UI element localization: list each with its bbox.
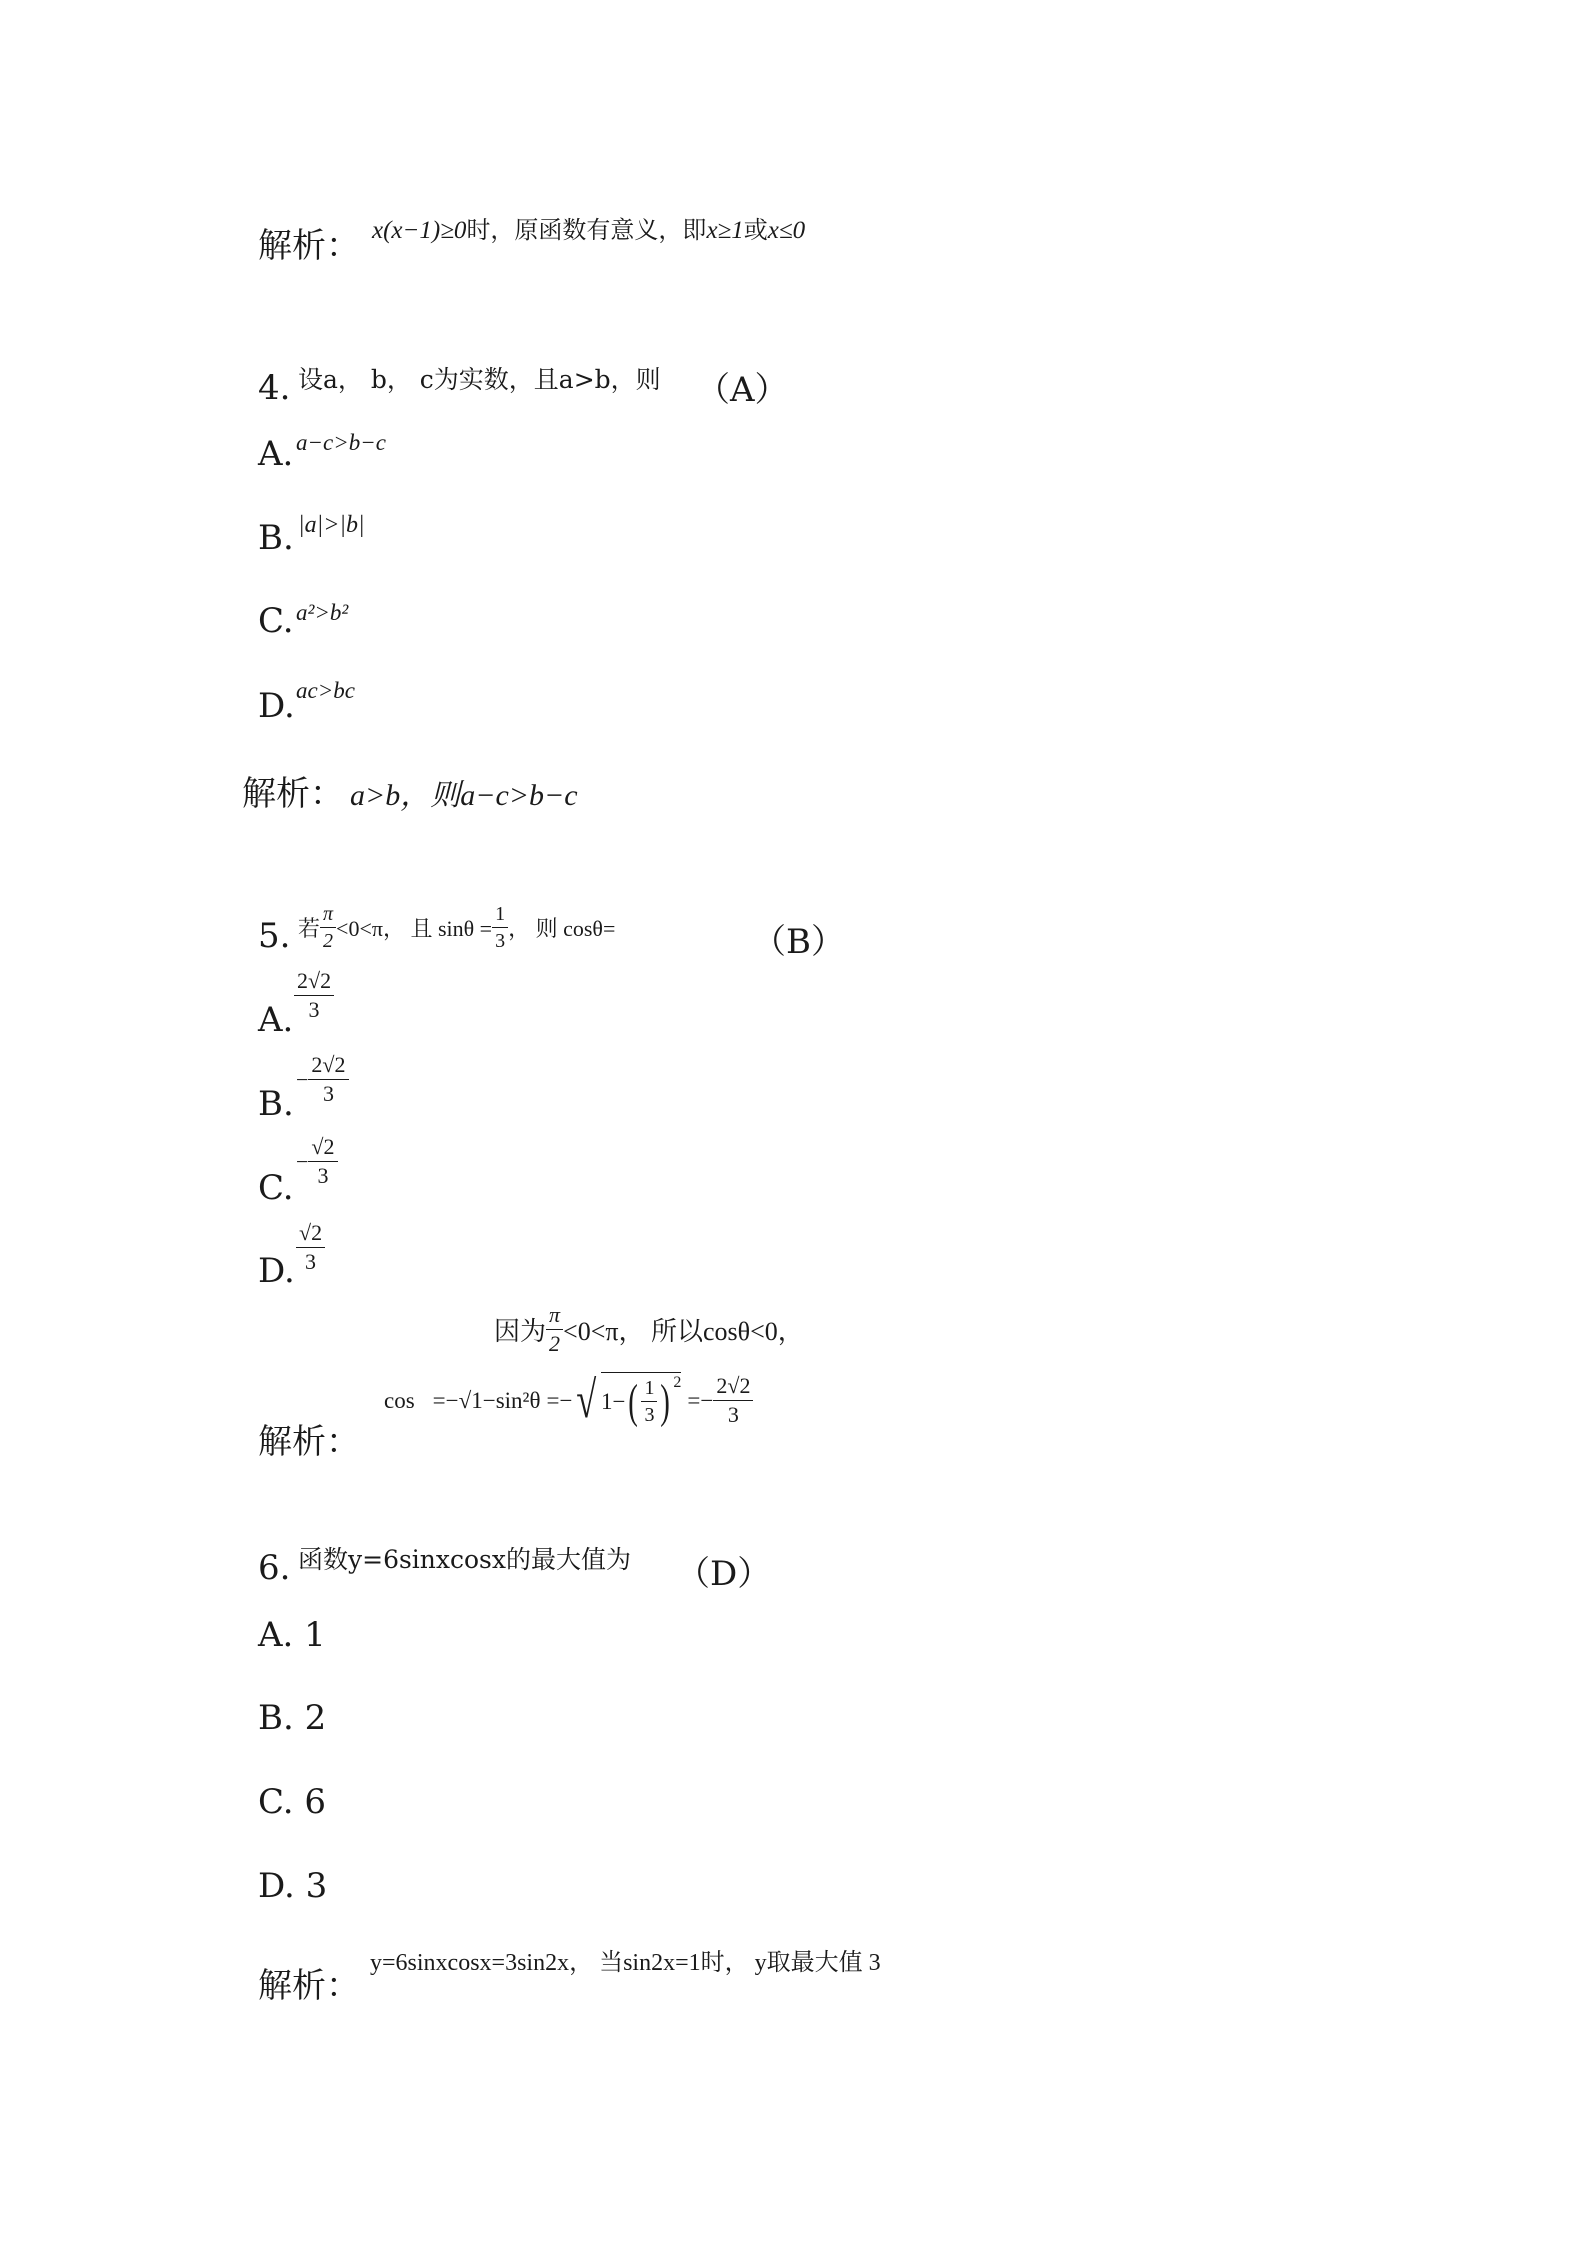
q5-option-d-letter: D. xyxy=(258,1251,295,1291)
q5-analysis-label: 解析： xyxy=(258,1422,360,1462)
q5-analysis-rparen: ) xyxy=(660,1375,671,1428)
q6-option-a: A. 1 xyxy=(258,1615,326,1655)
q5-stem-frac13-num: 1 xyxy=(492,904,508,928)
q5-option-c-value xyxy=(296,1136,338,1187)
q5-stem-pre: 若 xyxy=(298,917,321,942)
q4-option-b-expr: |a|>|b| xyxy=(298,512,365,538)
q4-option-a-letter: A. xyxy=(258,434,294,474)
q6-number: 6. xyxy=(258,1548,291,1588)
q5-analysis-frac xyxy=(546,1304,563,1355)
q5-option-d-num: √2 xyxy=(296,1222,325,1248)
q5-option-d-den: 3 xyxy=(305,1249,317,1274)
q5-analysis-eq2: =− xyxy=(546,1387,573,1413)
q5-analysis-line2 xyxy=(384,1372,753,1429)
q5-option-c-letter: C. xyxy=(258,1168,294,1208)
q5-option-a-num: 2√2 xyxy=(294,970,334,996)
q5-analysis-sqrt-sign: √ xyxy=(576,1371,597,1429)
q5-stem-post: ， 则 cosθ= xyxy=(508,916,616,941)
q4-answer: （A） xyxy=(696,370,789,410)
q6-analysis: y=6sinxcosx=3sin2x， 当sin2x=1时， y取最大值 3 xyxy=(370,1950,881,1976)
q4-stem: 设a， b， c为实数，且a>b，则 xyxy=(298,365,661,394)
q5-number: 5. xyxy=(258,916,291,956)
q5-option-d-frac xyxy=(296,1222,325,1273)
q3-analysis-label: 解析： xyxy=(258,226,360,266)
q4-option-c-expr: a²>b² xyxy=(296,600,349,625)
q5-stem-frac-den: 2 xyxy=(323,930,334,952)
q5-stem-frac-pi2 xyxy=(320,904,336,951)
q5-option-b-num: 2√2 xyxy=(308,1054,348,1080)
q5-analysis-sqrt-body xyxy=(601,1372,681,1429)
q5-stem-mid: <0<π， 且 sinθ = xyxy=(336,916,493,941)
q5-analysis-one-minus: 1− xyxy=(600,1388,626,1414)
q5-analysis-exp: 2 xyxy=(673,1374,682,1391)
q4-option-d-letter: D. xyxy=(258,686,295,726)
q3-analysis-text: 时，原函数有意义，即 xyxy=(466,216,707,244)
q6-analysis-label: 解析： xyxy=(258,1966,360,2006)
q4-option-b-letter: B. xyxy=(258,518,294,558)
q5-option-c-den: 3 xyxy=(317,1163,329,1188)
q5-analysis-result-num: 2√2 xyxy=(713,1375,753,1401)
q5-stem xyxy=(298,904,615,951)
q4-analysis: a>b，则a−c>b−c xyxy=(350,779,578,812)
q5-analysis-cos: cos xyxy=(384,1387,415,1413)
q3-analysis-or: 或 xyxy=(743,216,768,244)
q6-stem: 函数y=6sinxcosx的最大值为 xyxy=(298,1545,631,1574)
q5-analysis-eq1: =−√1−sin²θ xyxy=(432,1387,541,1413)
q6-option-b: B. 2 xyxy=(258,1698,327,1738)
q5-option-b-frac xyxy=(308,1054,348,1105)
q5-option-c-sign: − xyxy=(296,1148,309,1174)
q5-analysis-inner-frac xyxy=(641,1378,657,1425)
q4-option-c-letter: C. xyxy=(258,601,294,641)
q5-option-a-den: 3 xyxy=(308,997,320,1022)
q5-option-d-value xyxy=(296,1222,325,1273)
q3-analysis-math xyxy=(372,210,805,245)
q5-analysis-inner-num: 1 xyxy=(641,1378,657,1402)
q4-analysis-label: 解析： xyxy=(242,774,344,814)
q5-option-c-frac xyxy=(308,1136,337,1187)
q5-option-b-den: 3 xyxy=(322,1081,334,1106)
q5-option-a-frac xyxy=(294,970,334,1021)
q5-analysis-line1 xyxy=(494,1304,804,1355)
q5-analysis-line1-pre: 因为 xyxy=(494,1317,547,1347)
q5-option-c-num: √2 xyxy=(308,1136,337,1162)
q5-analysis-result-den: 3 xyxy=(727,1402,739,1427)
q5-option-a-value xyxy=(294,970,334,1021)
q5-stem-frac-13 xyxy=(492,904,508,951)
q5-analysis-lparen: ( xyxy=(628,1375,639,1428)
q4-option-d-expr: ac>bc xyxy=(296,678,355,703)
q5-option-b-sign: − xyxy=(296,1066,309,1092)
q4-option-a-expr: a−c>b−c xyxy=(296,430,386,455)
q5-analysis-frac-den: 2 xyxy=(549,1331,561,1356)
q6-option-c: C. 6 xyxy=(258,1782,327,1822)
q5-analysis-eq3: =− xyxy=(687,1387,714,1413)
q6-answer: （D） xyxy=(676,1554,772,1594)
q3-analysis-prefix: x(x−1)≥0 xyxy=(372,217,467,244)
q5-option-a-letter: A. xyxy=(258,1000,294,1040)
q5-answer: （B） xyxy=(752,922,845,962)
q5-option-b-value xyxy=(296,1054,349,1105)
q5-analysis-inner-den: 3 xyxy=(644,1404,655,1426)
q4-number: 4. xyxy=(258,368,291,408)
q6-option-d: D. 3 xyxy=(258,1866,328,1906)
q5-stem-frac-num: π xyxy=(320,904,336,928)
q5-option-b-letter: B. xyxy=(258,1084,294,1124)
q3-analysis-cond2: x≤0 xyxy=(767,217,806,244)
q5-analysis-line1-post: <0<π， 所以cosθ<0， xyxy=(563,1317,804,1346)
q3-analysis-cond1: x≥1 xyxy=(706,217,744,244)
q5-analysis-result-frac xyxy=(713,1375,753,1426)
q5-analysis-frac-num: π xyxy=(546,1304,563,1330)
q5-stem-frac13-den: 3 xyxy=(495,930,506,952)
